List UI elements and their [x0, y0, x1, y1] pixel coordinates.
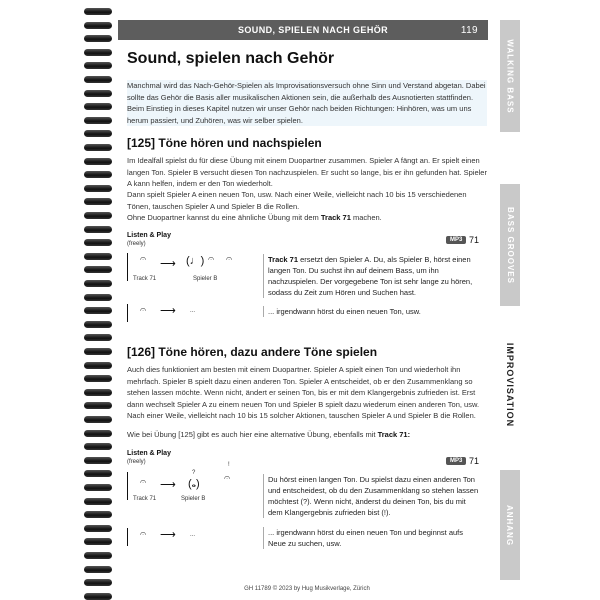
spiral-coil	[84, 307, 112, 314]
spiral-coil	[84, 185, 112, 192]
spiral-coil	[84, 348, 112, 355]
spiral-coil	[84, 552, 112, 559]
spiral-coil	[84, 498, 112, 505]
listen-play-sub-2: (freely)	[127, 459, 146, 465]
chapter-tabs	[500, 20, 520, 580]
question-mark: ?	[192, 470, 196, 476]
note-search-icon: (♩)	[186, 255, 205, 267]
track-label-2: Track 71	[133, 496, 157, 502]
player-label-1: Spieler B	[193, 276, 218, 282]
tab-anhang[interactable]: ANHANG	[500, 470, 520, 580]
spiral-coil	[84, 470, 112, 477]
spiral-coil	[84, 266, 112, 273]
fermata-note-icon: 𝄐	[226, 253, 233, 265]
fermata-note-icon: 𝄐	[140, 476, 147, 488]
spiral-coil	[84, 130, 112, 137]
spiral-coil	[84, 362, 112, 369]
spiral-coil	[84, 593, 112, 600]
exclamation-mark: !	[228, 462, 230, 468]
fermata-note-icon: 𝄐	[140, 253, 147, 265]
example-1-text: Track 71 ersetzt den Spieler A. Du, als Spieler B, hörst einen langen Ton. Du suchst ihn auf deinem Bass, um ihn nachzuspielen. Der vorgegebene Ton ist sehr lange zu hören, sodass du Zeit zum Hören und Suchen hast.	[263, 254, 480, 298]
section-126-paragraph-2: Wie bei Übung [125] gibt es auch hier eine alternative Übung, ebenfalls mit Track 71:	[127, 430, 411, 439]
note-search-icon: (𝅝)	[188, 478, 200, 490]
spiral-coil	[84, 334, 112, 341]
spiral-coil	[84, 35, 112, 42]
listen-play-sub-1: (freely)	[127, 241, 146, 247]
header-title: SOUND, SPIELEN NACH GEHÖR	[238, 25, 389, 35]
spiral-coil	[84, 579, 112, 586]
listen-play-label-1: Listen & Play	[127, 232, 171, 239]
spiral-coil	[84, 402, 112, 409]
section-126-heading: [126] Töne hören, dazu andere Töne spielen	[127, 345, 378, 359]
example-2-text: ... irgendwann hörst du einen neuen Ton, usw.	[263, 306, 480, 317]
spiral-coil	[84, 171, 112, 178]
fermata-note-icon: 𝄐	[140, 304, 147, 316]
example-3-text: Du hörst einen langen Ton. Du spielst dazu einen anderen Ton und entscheidest, ob du den Zusammenklang so stehen lassen möchtest (?). Wenn nicht, änderst du deinen Ton, bis du mit dem Klangergebnis zufrieden bist (!).	[263, 474, 480, 518]
arrow-right-icon: ⟶	[160, 305, 176, 317]
spiral-coil	[84, 321, 112, 328]
page-header	[118, 20, 488, 40]
spiral-coil	[84, 212, 112, 219]
spiral-coil	[84, 280, 112, 287]
spiral-coil	[84, 525, 112, 532]
mp3-badge-2: MP3	[446, 457, 466, 465]
spiral-coil	[84, 49, 112, 56]
spiral-binding	[0, 0, 118, 600]
example-4-text: ... irgendwann hörst du einen neuen Ton und beginnst aufs Neue zu suchen, usw.	[263, 527, 480, 549]
spiral-coil	[84, 443, 112, 450]
notation-example-4: 𝄐 ⟶ ...	[127, 528, 256, 546]
spiral-coil	[84, 538, 112, 545]
track-label-1: Track 71	[133, 276, 157, 282]
spiral-coil	[84, 8, 112, 15]
spiral-coil	[84, 430, 112, 437]
spiral-coil	[84, 76, 112, 83]
page-number: 119	[460, 24, 478, 36]
spiral-coil	[84, 22, 112, 29]
spiral-coil	[84, 117, 112, 124]
arrow-right-icon: ⟶	[160, 258, 176, 270]
page-title: Sound, spielen nach Gehör	[127, 50, 335, 67]
section-126-paragraph-1: Auch dies funktioniert am besten mit einem Duopartner. Spieler A spielt einen Ton und wiederholt ihn mehrfach. Spieler B spielt dazu einen anderen Ton. Spieler A entscheidet, ob er den Zusammenklang so stehen lassen möchte. Wenn nicht, ändert er seinen Ton, bis er mit dem Klangergebnis zufrieden ist. Erst dann wechselt Spieler A zu einem neuen Ton und Spieler B spielt dazu wiederum einen anderen Ton, usw. Nach einer Weile, vielleicht nach 10 bis 15 solcher Aktionen, tauschen Spieler A und Spieler B die Rollen.	[127, 365, 480, 420]
tab-bass-grooves[interactable]: BASS GROOVES	[500, 184, 520, 306]
section-125-paragraph-1: Im Idealfall spielst du für diese Übung mit einem Duopartner zusammen. Spieler A fängt an. Er spielt einen langen Ton. Spieler B versucht diesen Ton nachzuspielen. Er sucht so lange, bis er ihn gefunden hat. Spieler A kann helfen, indem er den Ton wiederholt.	[127, 156, 487, 188]
arrow-right-icon: ⟶	[160, 529, 176, 541]
fermata-note-icon: 𝄐	[140, 528, 147, 540]
spiral-coil	[84, 198, 112, 205]
fermata-note-icon: 𝄐	[224, 472, 231, 484]
track-number-2: 71	[469, 456, 480, 466]
intro-paragraph: Manchmal wird das Nach-Gehör-Spielen als Improvisationsversuch ohne Sinn und Verstand abgetan. Dabei sollte das Gehör die Basis aller musikalischen Aktionen sein, die außerhalb des Ausnotierten stattfinden. Beim Einstieg in dieses Kapitel nutzen wir unser Gehör nach beiden Richtungen: Hinhören, was um uns herum passiert, und Zuhören, was wir selber spielen.	[127, 81, 486, 125]
spiral-coil	[84, 62, 112, 69]
page-footer: GH 11789 © 2023 by Hug Musikverlage, Zürich	[244, 586, 370, 592]
track-number-1: 71	[469, 235, 480, 245]
spiral-coil	[84, 239, 112, 246]
spiral-coil	[84, 294, 112, 301]
spiral-coil	[84, 416, 112, 423]
section-125-paragraph-2: Dann spielt Spieler A einen neuen Ton, usw. Nach einer Weile, vielleicht nach 10 bis 15 verschiedenen Tönen, tauschen Spieler A und Spieler B die Rollen.	[127, 190, 467, 211]
spiral-coil	[84, 90, 112, 97]
tab-walking-bass[interactable]: WALKING BASS	[500, 20, 520, 132]
notation-example-2: 𝄐 ⟶ ...	[127, 304, 256, 322]
spiral-coil	[84, 144, 112, 151]
mp3-badge-1: MP3	[446, 236, 466, 244]
arrow-right-icon: ⟶	[160, 479, 176, 491]
section-125-paragraph-3: Ohne Duopartner kannst du eine ähnliche Übung mit dem Track 71 machen.	[127, 213, 382, 222]
spiral-coil	[84, 484, 112, 491]
spiral-coil	[84, 389, 112, 396]
spiral-coil	[84, 103, 112, 110]
spiral-coil	[84, 226, 112, 233]
spiral-coil	[84, 158, 112, 165]
spiral-coil	[84, 566, 112, 573]
section-125-heading: [125] Töne hören und nachspielen	[127, 136, 322, 150]
spiral-coil	[84, 375, 112, 382]
spiral-coil	[84, 511, 112, 518]
tab-improvisation[interactable]: IMPROVISATION	[500, 310, 520, 460]
spiral-coil	[84, 457, 112, 464]
spiral-coil	[84, 253, 112, 260]
listen-play-label-2: Listen & Play	[127, 450, 171, 457]
fermata-note-icon: 𝄐	[208, 253, 215, 265]
player-label-2: Spieler B	[181, 496, 206, 502]
